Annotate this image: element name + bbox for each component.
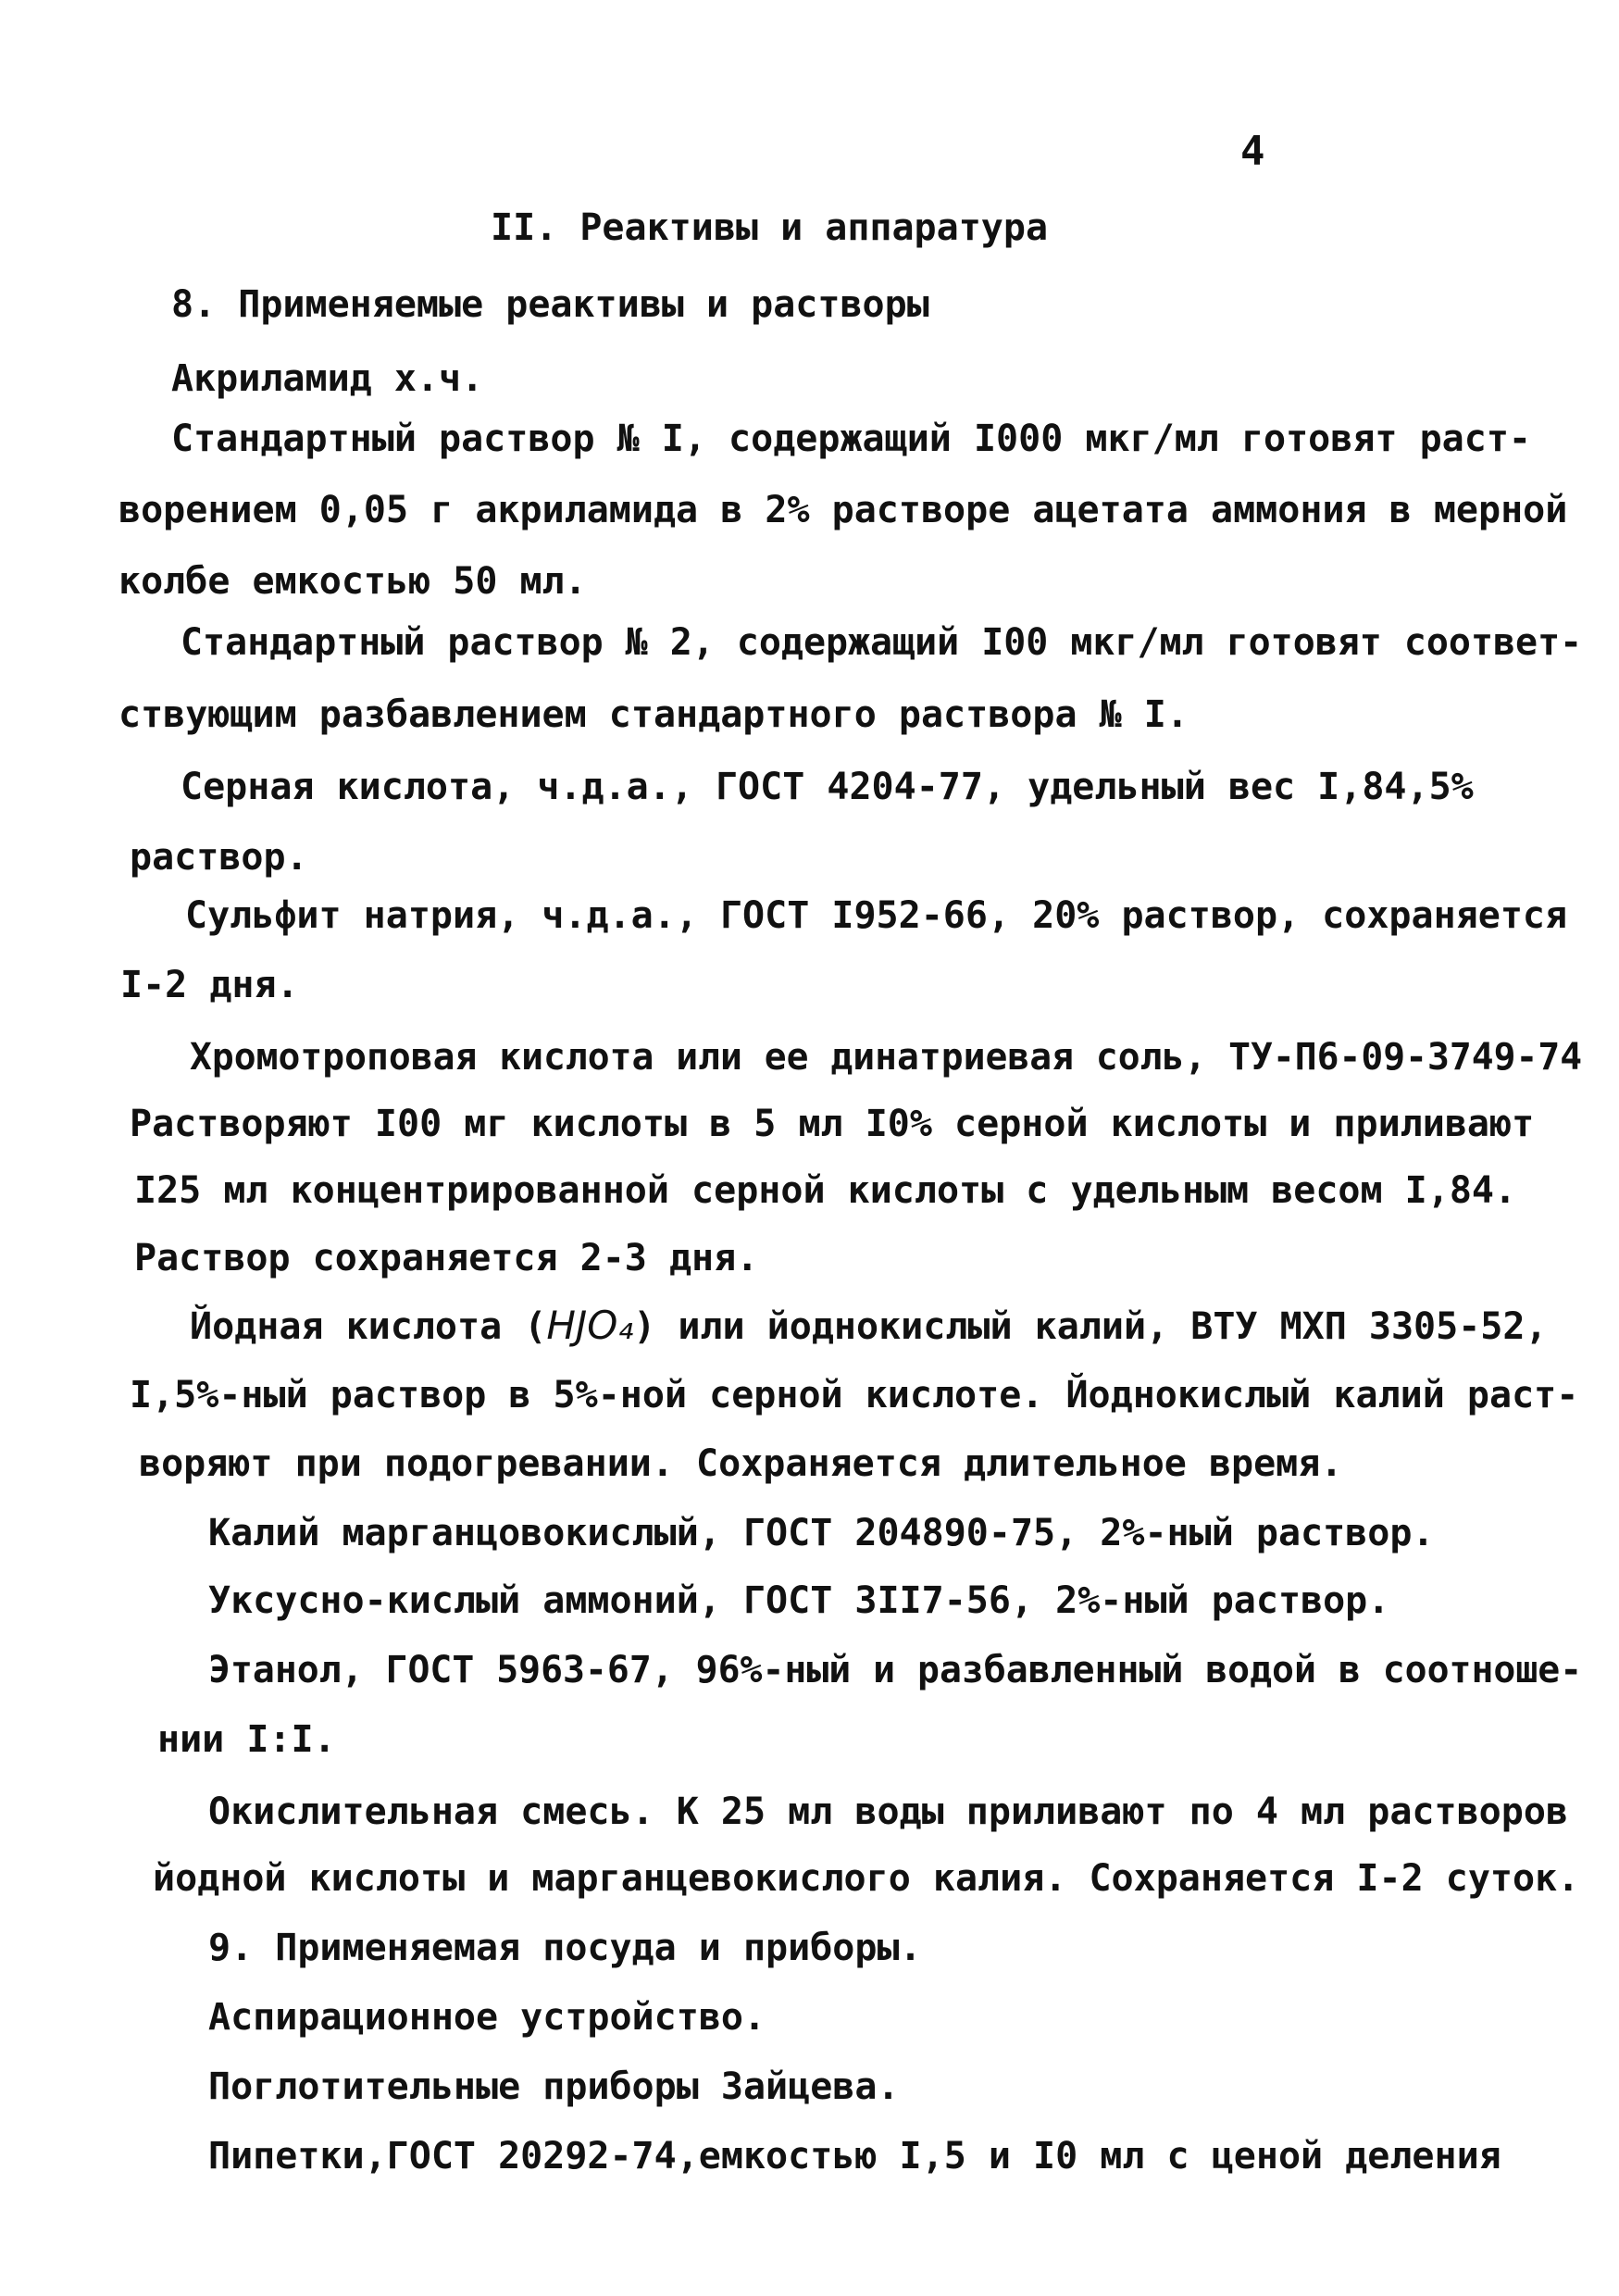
page-number: 4 [1240, 128, 1265, 175]
text-segment: Йодная кислота ( [190, 1305, 547, 1348]
text-line: Окислительная смесь. К 25 мл воды приливают по 4 мл растворов [208, 1791, 1569, 1833]
text-line: I,5%-ный раствор в 5%-ной серной кислоте. Йоднокислый калий раст- [130, 1374, 1579, 1416]
text-line: Этанол, ГОСТ 5963-67, 96%-ный и разбавленный водой в соотноше- [208, 1649, 1583, 1691]
text-line: Раствор сохраняется 2-3 дня. [134, 1237, 759, 1279]
text-line: Сульфит натрия, ч.д.а., ГОСТ I952-66, 20% раствор, сохраняется [185, 894, 1568, 937]
subsection-8-heading: 8. Применяемые реактивы и растворы [171, 283, 929, 326]
text-line: Уксусно-кислый аммоний, ГОСТ 3II7-56, 2%-ный раствор. [208, 1579, 1390, 1622]
text-line: I-2 дня. [120, 964, 299, 1006]
text-line: ствующим разбавлением стандартного раствора № I. [118, 693, 1189, 736]
text-line: Стандартный раствор № I, содержащий I000 мкг/мл готовят раст- [171, 418, 1532, 460]
handwritten-formula: HJO₄ [546, 1303, 634, 1348]
text-line: нии I:I. [157, 1718, 336, 1761]
text-line: Растворяют I00 мг кислоты в 5 мл I0% серной кислоты и приливают [130, 1103, 1535, 1145]
text-line: I25 мл концентрированной серной кислоты с удельным весом I,84. [134, 1169, 1517, 1212]
text-line: Хромотроповая кислота или ее динатриевая соль, ТУ-П6-09-3749-74 [190, 1036, 1583, 1079]
text-segment: ) или йоднокислый калий, ВТУ МХП 3305-52, [633, 1305, 1548, 1348]
text-line: Серная кислота, ч.д.а., ГОСТ 4204-77, удельный вес I,84,5% [181, 766, 1474, 808]
section-title: II. Реактивы и аппаратура [491, 206, 1049, 249]
text-line-iodic-acid [190, 1304, 1548, 1349]
text-line: Аспирационное устройство. [208, 1996, 766, 2039]
text-line: колбе емкостью 50 мл. [118, 560, 587, 603]
text-line: Стандартный раствор № 2, содержащий I00 мкг/мл готовят соответ- [181, 621, 1583, 664]
text-line: воряют при подогревании. Сохраняется длительное время. [139, 1442, 1343, 1485]
text-line: Акриламид х.ч. [171, 357, 484, 400]
text-line: Поглотительные приборы Зайцева. [208, 2065, 900, 2108]
text-line: йодной кислоты и марганцевокислого калия. Сохраняется I-2 суток. [153, 1857, 1580, 1900]
subsection-9-heading: 9. Применяемая посуда и приборы. [208, 1927, 922, 1969]
text-line: Пипетки,ГОСТ 20292-74,емкостью I,5 и I0 мл с ценой деления [208, 2135, 1501, 2177]
text-line: Калий марганцовокислый, ГОСТ 204890-75, 2%-ный раствор. [208, 1512, 1435, 1554]
text-line: ворением 0,05 г акриламида в 2% растворе ацетата аммония в мерной [118, 489, 1568, 531]
text-line: раствор. [130, 836, 308, 879]
